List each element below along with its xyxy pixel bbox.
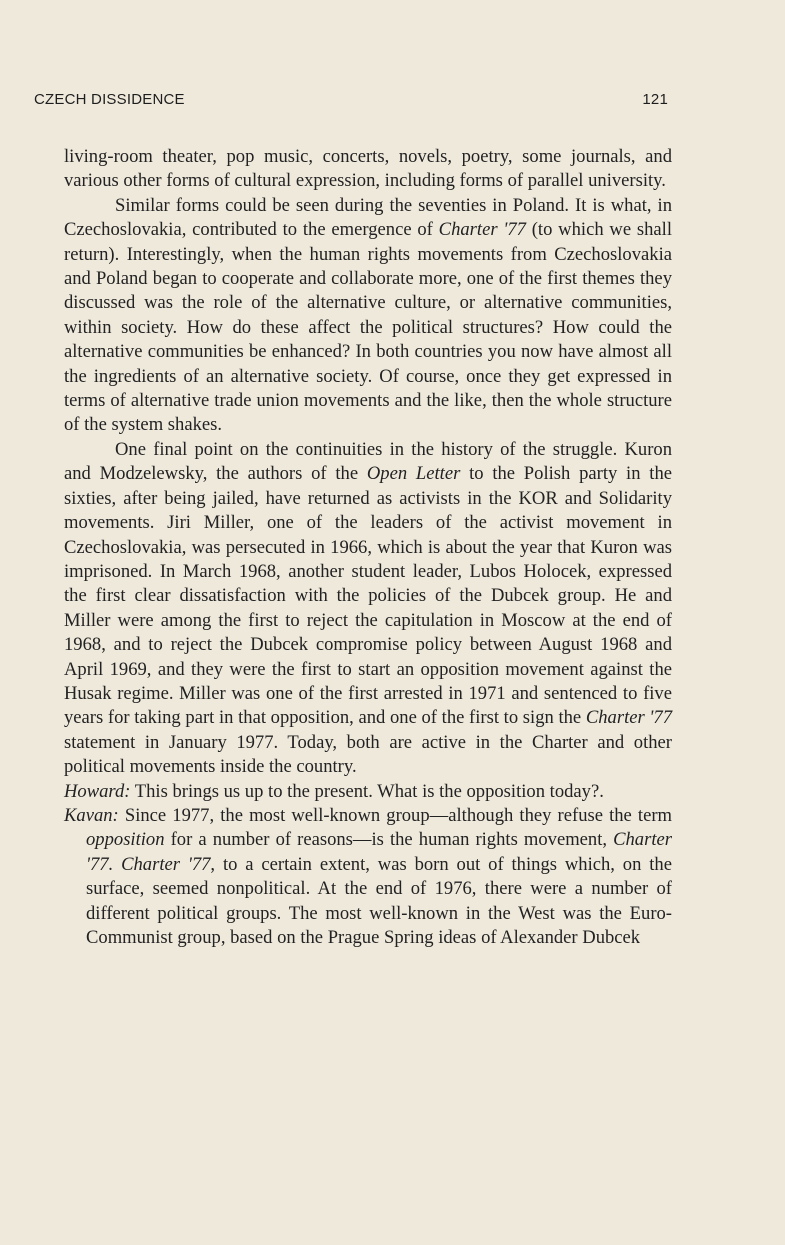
interview-answer [64,804,672,950]
page-number: 121 [642,91,668,108]
question-text: This brings us up to the present. What is the opposition today?. [130,780,604,802]
open-letter-title: Open Letter [366,463,461,485]
paragraph-3-text-c: statement in January 1977. Today, both are active in the Charter and other political movements inside the country. [64,731,672,778]
charter-77-title: Charter '77 [585,707,672,729]
paragraph-2 [64,194,672,438]
running-title: CZECH DISSIDENCE [34,91,185,108]
paragraph-2-text-b: (to which we shall return). Interestingly, when the human rights movements from Czechoslovakia and Poland began to cooperate and collaborate more, one of the first themes they discussed was the role of the alternative culture, or alternative communities, within society. How do these affect the political structures? How could the alternative communities be enhanced? In both countries you now have almost all the ingredients of an alternative society. Of course, once they get expressed in terms of alternative trade union movements and the like, then the whole structure of the system shakes. [64,219,673,436]
body-text [64,145,672,950]
speaker-howard: Howard: [64,780,131,802]
charter-77-title: Charter '77 [438,219,526,241]
paragraph-3-text-a: One final point on the continuities in the history of the struggle. Kuron and Modzelewsky, the authors of the [64,438,672,485]
paragraph-3 [64,438,672,780]
answer-text-a: Since 1977, the most well-known group—although they refuse the term [118,804,672,826]
interview-question [64,780,672,804]
running-header [34,91,668,108]
answer-text-b: for a number of reasons—is the human rights movement, [164,829,614,851]
paragraph-2-text-a: Similar forms could be seen during the seventies in Poland. It is what, in Czechoslovakia, contributed to the emergence of [64,194,672,241]
charter-77-title: Charter '77. Charter '77 [86,829,672,875]
paragraph-1: living-room theater, pop music, concerts, novels, poetry, some journals, and various other forms of cultural expression, including forms of parallel university. [64,146,672,192]
answer-text-c: , to a certain extent, was born out of things which, on the surface, seemed nonpolitical. At the end of 1976, there were a number of different political groups. The most well-known in the West was the Euro-Communist group, based on the Prague Spring ideas of Alexander Dubcek [86,853,672,948]
speaker-kavan: Kavan: [64,804,119,826]
opposition-emphasis: opposition [86,829,165,851]
paragraph-3-text-b: to the Polish party in the sixties, after being jailed, have returned as activists in the KOR and Solidarity movements. Jiri Miller, one of the leaders of the activist movement in Czechoslovakia, was persecuted in 1966, which is about the year that Kuron was imprisoned. In March 1968, another student leader, Lubos Holocek, expressed the first clear dissatisfaction with the policies of the Dubcek group. He and Miller were among the first to reject the capitulation in Moscow at the end of 1968, and to reject the Dubcek compromise policy between August 1968 and April 1969, and they were the first to start an opposition movement against the Husak regime. Miller was one of the first arrested in 1971 and sentenced to five years for taking part in that opposition, and one of the first to sign the [64,463,672,729]
